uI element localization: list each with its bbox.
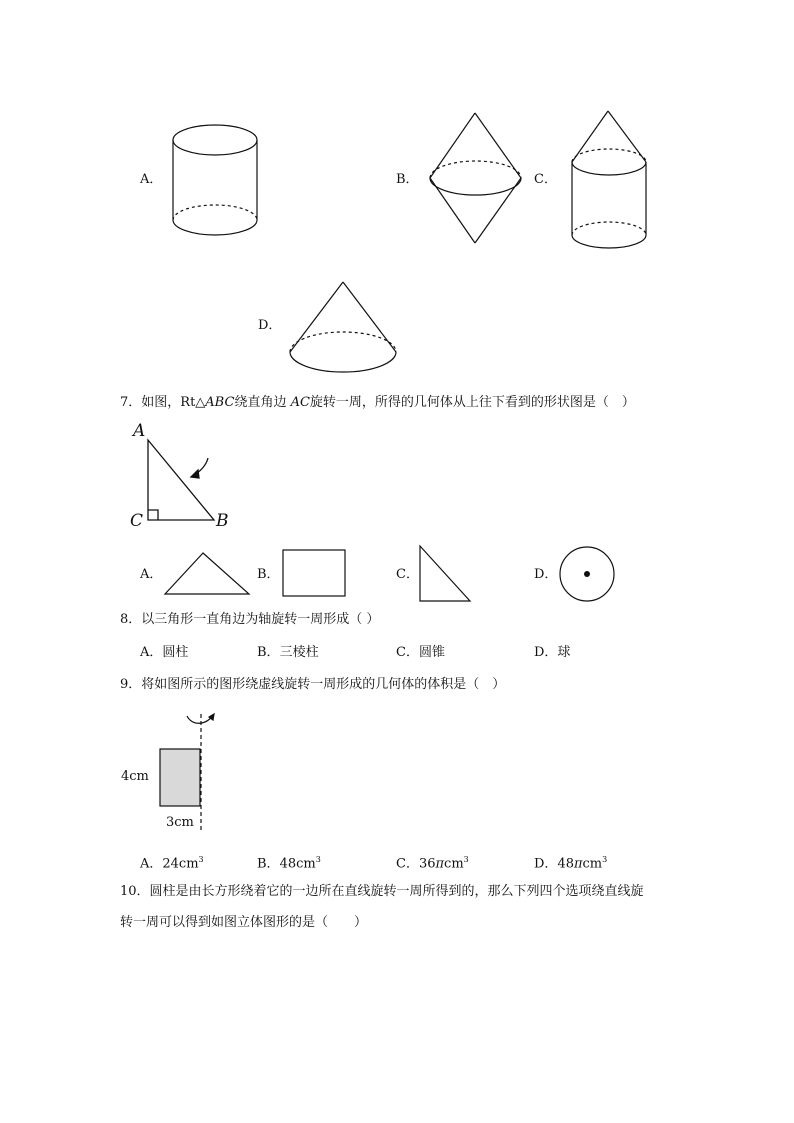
q8-option-a-letter: A． [140,645,163,660]
q7-option-d-label: D． [534,567,558,582]
q9-option-a [140,852,204,872]
q9-option-c [396,852,469,872]
q9-option-d-pi: π [573,856,583,872]
q9-option-c-pi: π [435,856,445,872]
q6-option-a-label: A． [140,172,163,187]
q6-option-a-cylinder [168,120,268,242]
q7-vertex-b: B [216,511,229,531]
q9-option-c-sup: 3 [463,855,469,864]
q7-option-b-label: B． [257,567,280,582]
q8-option-b-letter: B． [257,645,280,660]
q9-option-b-sup: 3 [315,855,321,864]
q9-option-a-letter: A． [140,856,163,872]
q8-option-c-text: 圆锥 [418,645,445,660]
q8-text: 以三角形一直角边为轴旋转一周形成（ ） [141,612,380,627]
q8-option-b-text: 三棱柱 [279,645,319,660]
q8-option-c-letter: C． [396,645,419,660]
q7-number: 7． [120,395,142,410]
q10-question-line1 [120,883,644,901]
q6-option-b-double-cone [425,110,529,246]
q9-number: 9． [120,677,142,692]
q7-text-after: 旋转一周，所得的几何体从上往下看到的形状图是（ ） [309,395,635,410]
q10-question-line2: 转一周可以得到如图立体图形的是（ ） [120,915,368,930]
q8-number: 8． [120,612,142,627]
q9-option-d-unit: cm [582,856,603,872]
q9-option-d-value: 48 [557,856,574,872]
q9-text: 将如图所示的图形绕虚线旋转一周形成的几何体的体积是（ ） [141,677,506,692]
q6-option-d-cone [286,280,400,376]
q9-option-d-letter: D． [534,856,558,872]
q9-option-c-unit: cm [444,856,464,872]
q6-option-c-cylinder-with-cone [566,108,652,254]
q9-width-label: 3cm [166,815,194,830]
q7-option-c-right-triangle [418,543,474,605]
q9-option-d-sup: 3 [602,855,608,864]
q9-question-text [120,676,505,694]
q9-option-b-letter: B． [257,856,280,872]
q7-option-c-label: C． [396,567,419,582]
q7-option-a-label: A． [140,567,163,582]
q9-height-label: 4cm [121,769,149,784]
q7-text-before: 如图，Rt△ [141,395,206,410]
q9-option-b [257,852,321,872]
q7-option-a-triangle [163,550,253,600]
q9-option-b-value: 48cm [279,856,316,872]
q7-question-text [120,394,635,412]
q7-vertex-a: A [133,421,146,441]
q10-line1-text: 圆柱是由长方形绕着它的一边所在直线旋转一周所得到的，那么下列四个选项绕直线旋 [149,884,644,899]
q8-option-d-letter: D． [534,645,558,660]
q8-option-a-text: 圆柱 [162,645,189,660]
q9-option-c-value: 36 [418,856,436,872]
q6-option-c-label: C． [534,172,557,187]
q9-option-c-letter: C． [396,856,419,872]
q8-option-b [257,645,319,661]
q9-option-a-sup: 3 [198,855,204,864]
q7-vertex-c: C [130,511,144,531]
q8-question-text [120,611,379,629]
q7-option-b-rectangle [282,549,348,599]
q9-option-d [534,852,607,872]
q7-option-d-circle [558,547,618,603]
q10-number: 10． [120,884,150,899]
q7-text-mid: 绕直角边 [234,395,291,410]
q7-edge-name: AC [290,395,310,410]
q8-option-a [140,645,188,661]
q8-option-d-text: 球 [557,645,571,660]
q8-option-c [396,645,445,661]
q7-triangle-name: ABC [205,395,235,410]
q6-option-d-label: D． [258,318,282,333]
q9-option-a-value: 24cm [162,856,199,872]
q8-option-d [534,645,570,661]
q6-option-b-label: B． [396,172,419,187]
